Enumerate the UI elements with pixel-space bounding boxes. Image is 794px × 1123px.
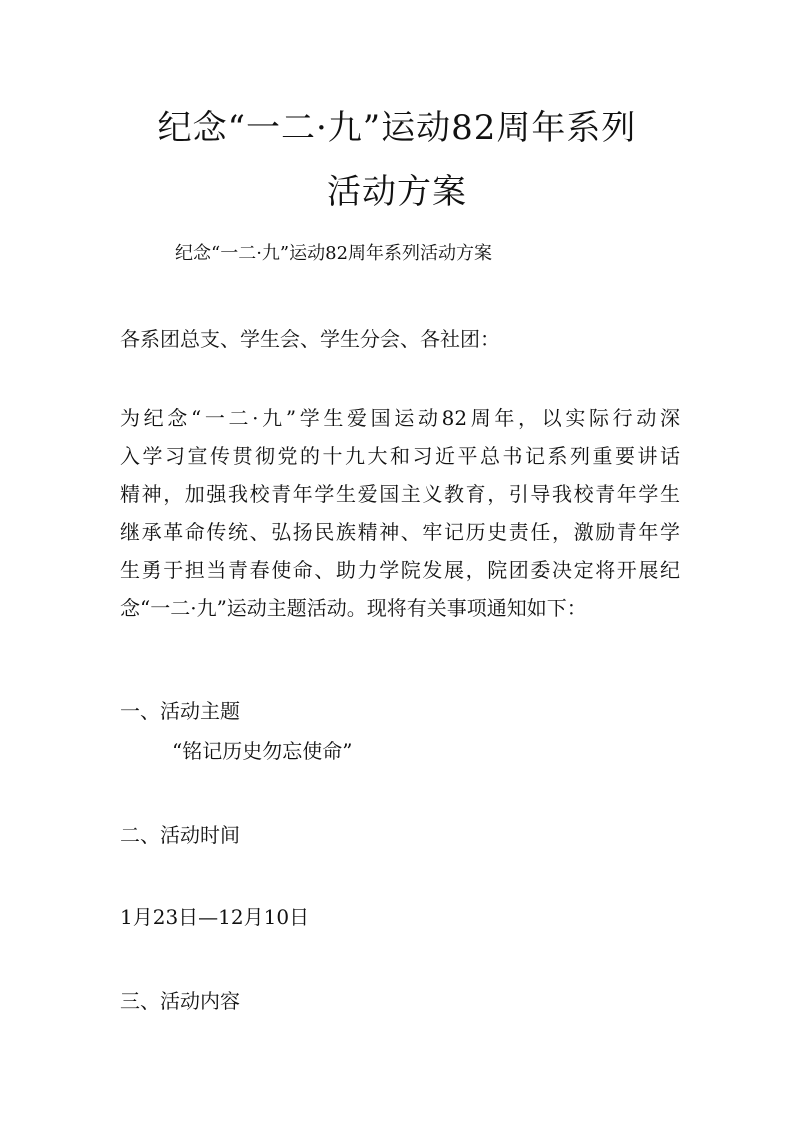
section-heading-theme: 一、活动主题: [120, 699, 240, 723]
body-line-2: 入学习宣传贯彻党的十九大和习近平总书记系列重要讲话: [120, 444, 680, 468]
body-paragraph: [120, 404, 680, 632]
body-line-5: 生勇于担当青春使命、助力学院发展，院团委决定将开展纪: [120, 558, 680, 582]
body-line-4: 继承革命传统、弘扬民族精神、牢记历史责任，激励青年学: [120, 520, 680, 544]
body-line-1: 为纪念“一二·九”学生爱国运动82周年，以实际行动深: [120, 406, 680, 430]
document-title-line-1: 纪念“一二·九”运动82周年系列: [157, 108, 637, 148]
salutation: 各系团总支、学生会、学生分会、各社团：: [120, 327, 500, 351]
document-subtitle: 纪念“一二·九”运动82周年系列活动方案: [175, 243, 493, 264]
document-title-line-2: 活动方案: [327, 172, 467, 212]
body-line-6: 念“一二·九”运动主题活动。现将有关事项通知如下：: [120, 596, 587, 620]
activity-theme-text: “铭记历史勿忘使命”: [172, 739, 353, 763]
body-line-3: 精神，加强我校青年学生爱国主义教育，引导我校青年学生: [120, 482, 680, 506]
activity-date-range: 1月23日—12月10日: [120, 905, 310, 929]
section-heading-content: 三、活动内容: [120, 989, 240, 1013]
section-heading-time: 二、活动时间: [120, 823, 240, 847]
